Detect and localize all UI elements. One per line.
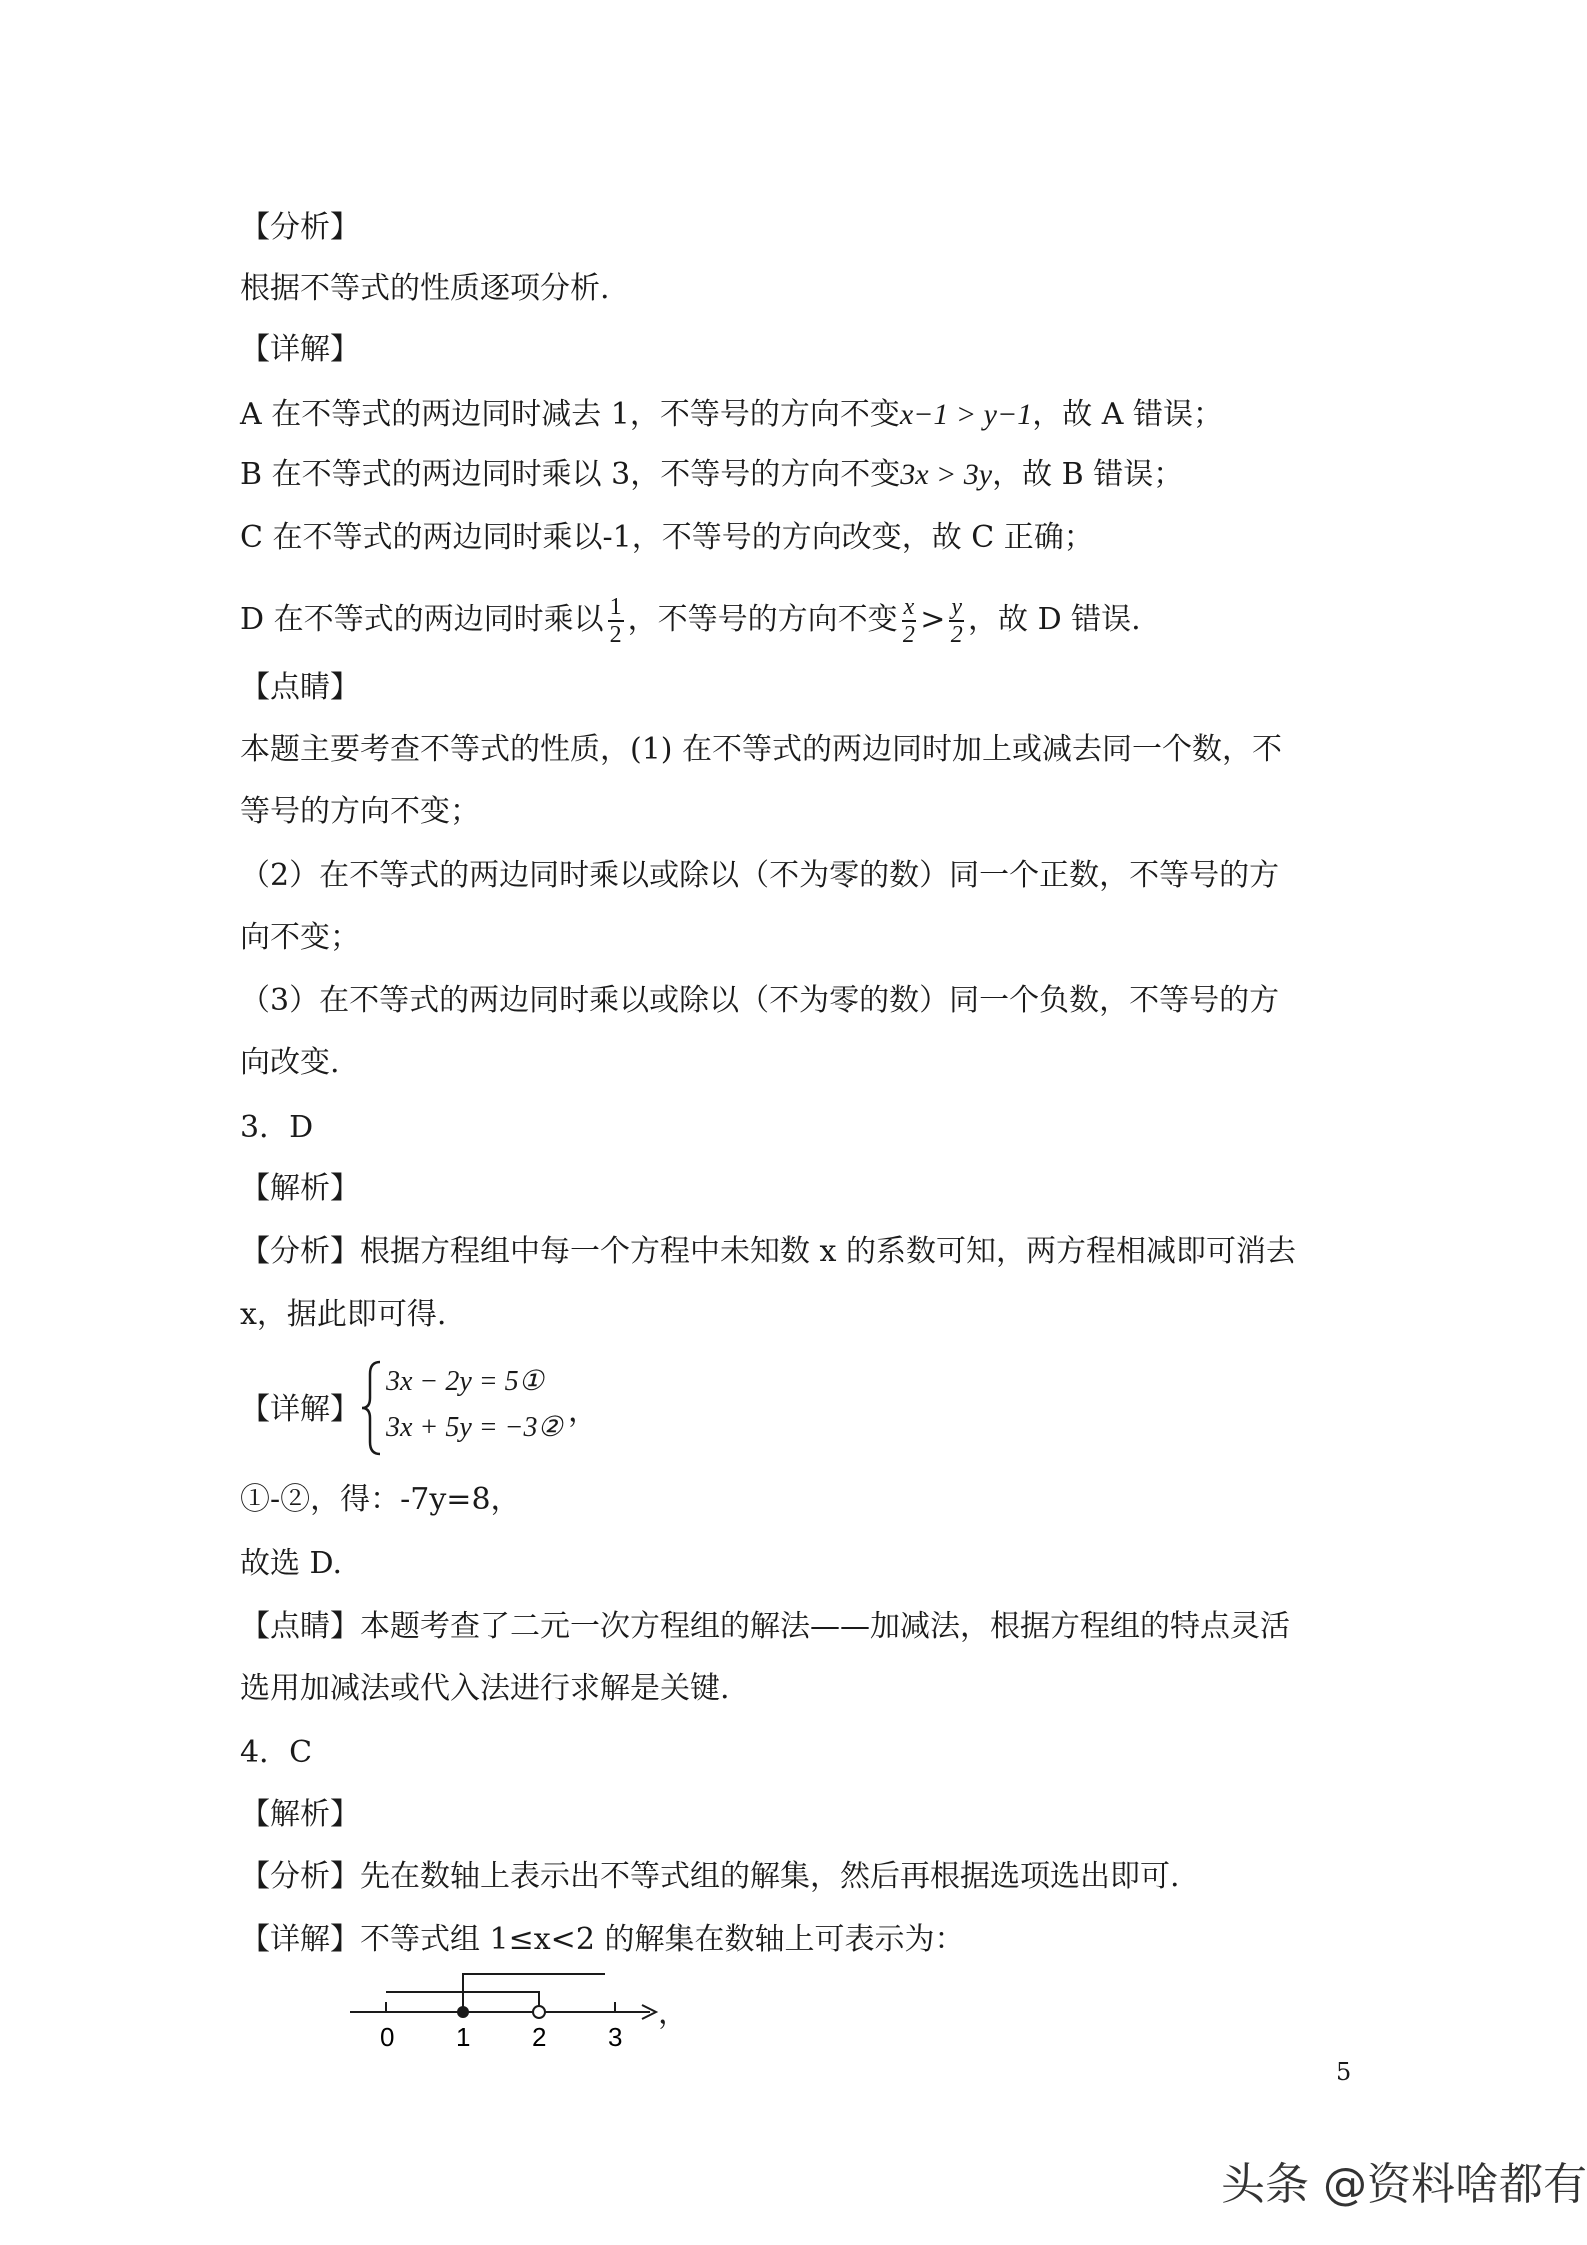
page-number: 5 — [1336, 2058, 1352, 2086]
number-line-figure — [350, 1972, 670, 2052]
text-line: （2）在不等式的两边同时乘以或除以（不为零的数）同一个正数，不等号的方 — [240, 858, 1280, 893]
text-line: 【分析】先在数轴上表示出不等式组的解集，然后再根据选项选出即可. — [240, 1859, 1180, 1894]
comma: ， — [658, 1996, 688, 2031]
watermark: 头条 @资料啥都有 — [1221, 2159, 1587, 2210]
text-line-c: C 在不等式的两边同时乘以-1，不等号的方向改变，故 C 正确； — [240, 520, 1094, 555]
heading-detail: 【详解】 — [240, 332, 360, 367]
brace-icon — [360, 1358, 384, 1458]
solid-dot — [457, 2006, 469, 2018]
fraction-y-half: $\frac{y}{2}$ — [950, 594, 963, 648]
heading-analysis: 【分析】 — [240, 210, 360, 245]
text-line: （3）在不等式的两边同时乘以或除以（不为零的数）同一个负数，不等号的方 — [240, 983, 1280, 1018]
text: A 在不等式的两边同时减去 1，不等号的方向不变 — [240, 397, 900, 432]
text: D 在不等式的两边同时乘以 — [240, 602, 604, 637]
text: ，故 D 错误. — [968, 602, 1141, 637]
tick-label-1: 1 — [456, 2022, 471, 2052]
heading-detail: 【详解】 — [240, 1392, 360, 1427]
heading-solution: 【解析】 — [240, 1797, 360, 1832]
heading-remark: 【点睛】 — [240, 670, 360, 705]
answer-4: 4．C — [240, 1735, 313, 1770]
heading-solution: 【解析】 — [240, 1171, 360, 1206]
text-line: ①-②，得：-7y=8， — [240, 1482, 521, 1517]
text-line: 【点睛】本题考查了二元一次方程组的解法——加减法，根据方程组的特点灵活 — [240, 1609, 1290, 1644]
comma: ， — [568, 1394, 598, 1429]
tick-label-2: 2 — [532, 2022, 547, 2052]
tick-label-3: 3 — [608, 2022, 623, 2052]
text-line: 向改变. — [240, 1045, 340, 1080]
text-line: 故选 D. — [240, 1546, 343, 1581]
text-line: 本题主要考查不等式的性质，(1) 在不等式的两边同时加上或减去同一个数，不 — [240, 732, 1283, 767]
math-expr: 3x > 3y — [900, 458, 993, 491]
text: ，不等号的方向不变 — [627, 602, 898, 637]
equation-2: 3x + 5y = −3② — [386, 1412, 563, 1443]
tick-label-0: 0 — [380, 2022, 395, 2052]
text-line-a — [240, 395, 1223, 435]
text-line: 根据不等式的性质逐项分析. — [240, 271, 610, 306]
math-expr: x−1 > y−1 — [899, 398, 1033, 431]
hollow-dot — [533, 2006, 545, 2018]
fraction-x-half: $\frac{x}{2}$ — [902, 594, 915, 648]
text: B 在不等式的两边同时乘以 3，不等号的方向不变 — [240, 457, 901, 492]
math-gt: > — [920, 602, 946, 637]
text-line: 选用加减法或代入法进行求解是关键. — [240, 1671, 730, 1706]
text-line: 【详解】不等式组 1≤x<2 的解集在数轴上可表示为： — [240, 1922, 965, 1957]
text-line-b — [240, 455, 1183, 495]
answer-3: 3．D — [240, 1110, 314, 1145]
text-line-d — [240, 590, 1141, 650]
fraction-half: $\frac{1}{2}$ — [609, 594, 622, 648]
text-line: x，据此即可得. — [240, 1297, 447, 1332]
text-line: 【分析】根据方程组中每一个方程中未知数 x 的系数可知，两方程相减即可消去 — [240, 1234, 1296, 1269]
text-line: 等号的方向不变； — [240, 794, 480, 829]
text: ，故 B 错误； — [992, 457, 1184, 492]
text: ，故 A 错误； — [1032, 397, 1223, 432]
text-line: 向不变； — [240, 920, 360, 955]
equation-1: 3x − 2y = 5① — [386, 1366, 544, 1397]
